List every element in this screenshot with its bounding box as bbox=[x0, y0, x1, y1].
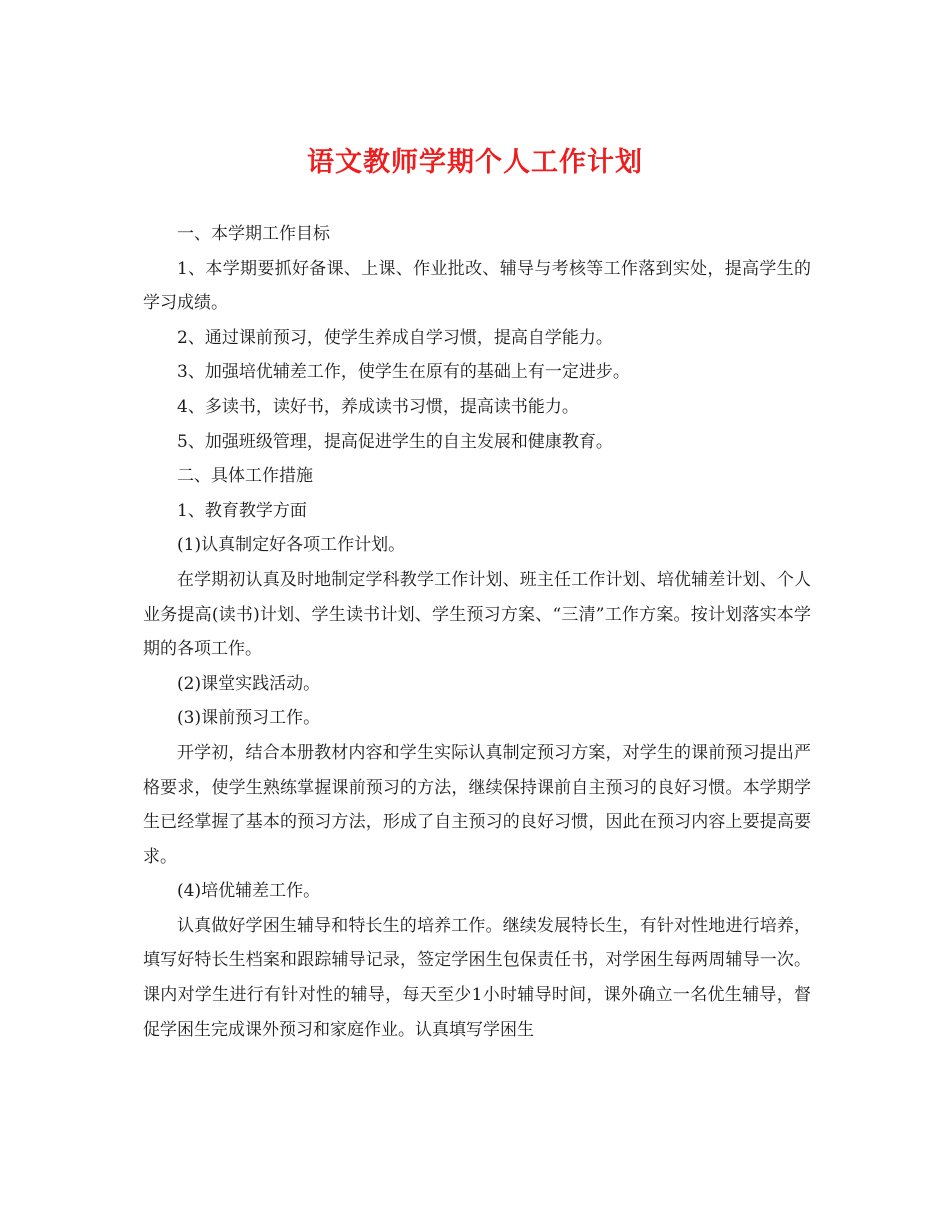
goal-item-1: 1、本学期要抓好备课、上课、作业批改、辅导与考核等工作落到实处，提高学生的学习成绩。 bbox=[143, 258, 811, 314]
paragraph-preview: 开学初，结合本册教材内容和学生实际认真制定预习方案，对学生的课前预习提出严格要求，使学生熟练掌握课前预习的方法，继续保持课前自主预习的良好习惯。本学期学生已经掌握了基本的预习方法，形成了自主预习的良好习惯，因此在预习内容上要提高要求。 bbox=[143, 742, 811, 867]
section-heading-goals: 一、本学期工作目标 bbox=[177, 224, 330, 244]
document-title: 语文教师学期个人工作计划 bbox=[307, 147, 643, 178]
goal-item-5: 5、加强班级管理，提高促进学生的自主发展和健康教育。 bbox=[177, 431, 613, 452]
subsection-heading-teaching: 1、教育教学方面 bbox=[177, 500, 307, 521]
paragraph-tutoring: 认真做好学困生辅导和特长生的培养工作。继续发展特长生，有针对性地进行培养，填写好特长生档案和跟踪辅导记录，签定学困生包保责任书，对学困生每两周辅导一次。课内对学生进行有针对性的辅导，每天至少1小时辅导时间，课外确立一名优生辅导，督促学困生完成课外预习和家庭作业。认真填写学困生 bbox=[143, 915, 811, 1040]
goal-item-3: 3、加强培优辅差工作，使学生在原有的基础上有一定进步。 bbox=[177, 362, 630, 383]
goal-item-2: 2、通过课前预习，使学生养成自学习惯，提高自学能力。 bbox=[177, 327, 613, 348]
section-heading-measures: 二、具体工作措施 bbox=[177, 466, 313, 487]
item-heading-preview: (3)课前预习工作。 bbox=[177, 708, 321, 729]
item-heading-tutoring: (4)培优辅差工作。 bbox=[177, 881, 321, 902]
document-body bbox=[143, 217, 811, 1047]
paragraph-plans: 在学期初认真及时地制定学科教学工作计划、班主任工作计划、培优辅差计划、个人业务提高(读书)计划、学生读书计划、学生预习方案、“三清”工作方案。按计划落实本学期的各项工作。 bbox=[143, 569, 811, 660]
item-heading-plans: (1)认真制定好各项工作计划。 bbox=[177, 535, 406, 556]
goal-item-4: 4、多读书，读好书，养成读书习惯，提高读书能力。 bbox=[177, 396, 579, 417]
item-heading-classroom-practice: (2)课堂实践活动。 bbox=[177, 673, 321, 694]
